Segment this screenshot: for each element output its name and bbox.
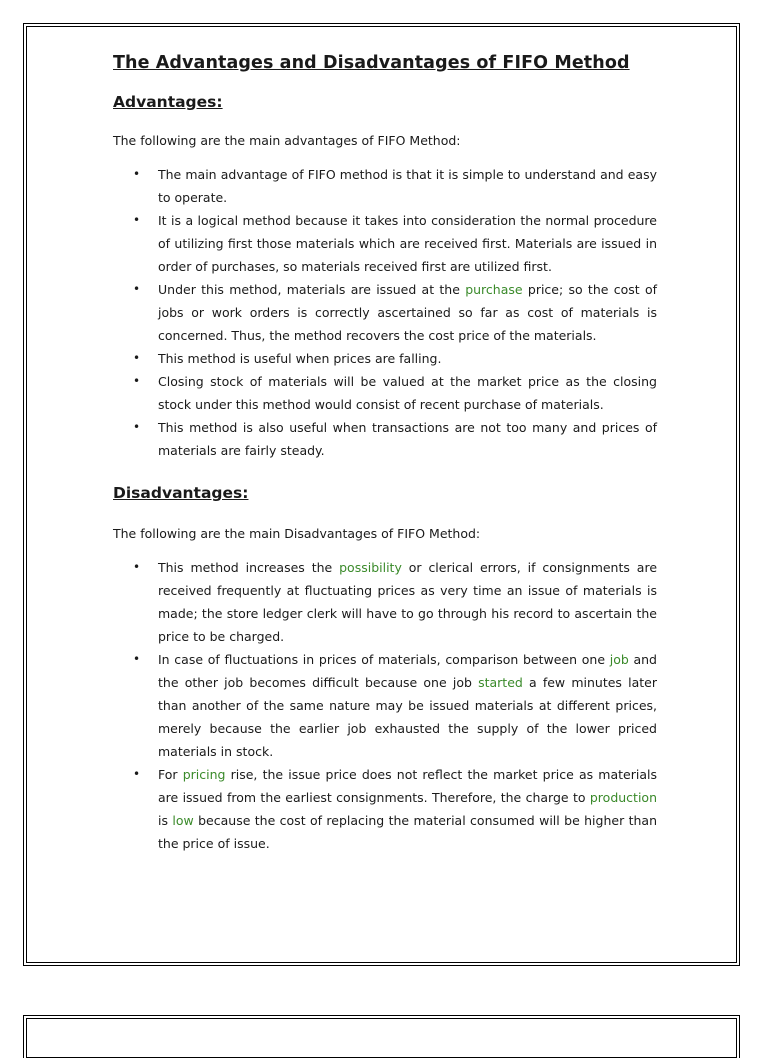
disadvantages-intro: The following are the main Disadvantages of FIFO Method:	[113, 526, 481, 541]
disadvantage-item-3: • For pricing rise, the issue price does not reflect the market price as materials are issued from the earliest consignments. Therefore, the charge to production is low because the cost of replacing the material consumed will be higher than the price of issue.	[113, 763, 657, 855]
job-link[interactable]: job	[609, 652, 629, 667]
page-content	[113, 53, 657, 855]
disadvantages-list	[113, 556, 657, 855]
production-link[interactable]: production	[589, 790, 657, 805]
advantage-item-4: • This method is useful when prices are falling.	[113, 347, 657, 370]
possibility-link[interactable]: possibility	[339, 560, 402, 575]
purchase-link[interactable]: purchase	[465, 282, 523, 297]
disadvantage-item-2: • In case of fluctuations in prices of materials, comparison between one job and the other job becomes difficult because one job started a few minutes later than another of the same nature may be issued materials at different prices, merely because the earlier job exhausted the supply of the lower priced materials in stock.	[113, 648, 657, 763]
page-title: The Advantages and Disadvantages of FIFO Method	[113, 53, 630, 73]
started-link[interactable]: started	[478, 675, 523, 690]
low-link[interactable]: low	[172, 813, 194, 828]
disadvantages-heading: Disadvantages:	[113, 484, 249, 502]
disadvantage-item-1: • This method increases the possibility or clerical errors, if consignments are received frequently at fluctuating prices as very time an issue of materials is made; the store ledger clerk will have to go through his record to ascertain the price to be charged.	[113, 556, 657, 648]
advantage-item-5: • Closing stock of materials will be valued at the market price as the closing stock under this method would consist of recent purchase of materials.	[113, 370, 657, 416]
advantage-item-1: • The main advantage of FIFO method is that it is simple to understand and easy to operate.	[113, 163, 657, 209]
pricing-link[interactable]: pricing	[182, 767, 226, 782]
advantages-heading: Advantages:	[113, 93, 223, 111]
advantages-intro: The following are the main advantages of FIFO Method:	[113, 133, 461, 148]
document-page	[26, 26, 737, 963]
next-page-edge	[26, 1018, 737, 1058]
advantage-item-2: • It is a logical method because it takes into consideration the normal procedure of utilizing first those materials which are received first. Materials are issued in order of purchases, so materials received first are utilized first.	[113, 209, 657, 278]
advantage-item-3: • Under this method, materials are issued at the purchase price; so the cost of jobs or work orders is correctly ascertained so far as cost of materials is concerned. Thus, the method recovers the cost price of the materials.	[113, 278, 657, 347]
advantage-item-6: • This method is also useful when transactions are not too many and prices of materials are fairly steady.	[113, 416, 657, 462]
advantages-list	[113, 163, 657, 462]
